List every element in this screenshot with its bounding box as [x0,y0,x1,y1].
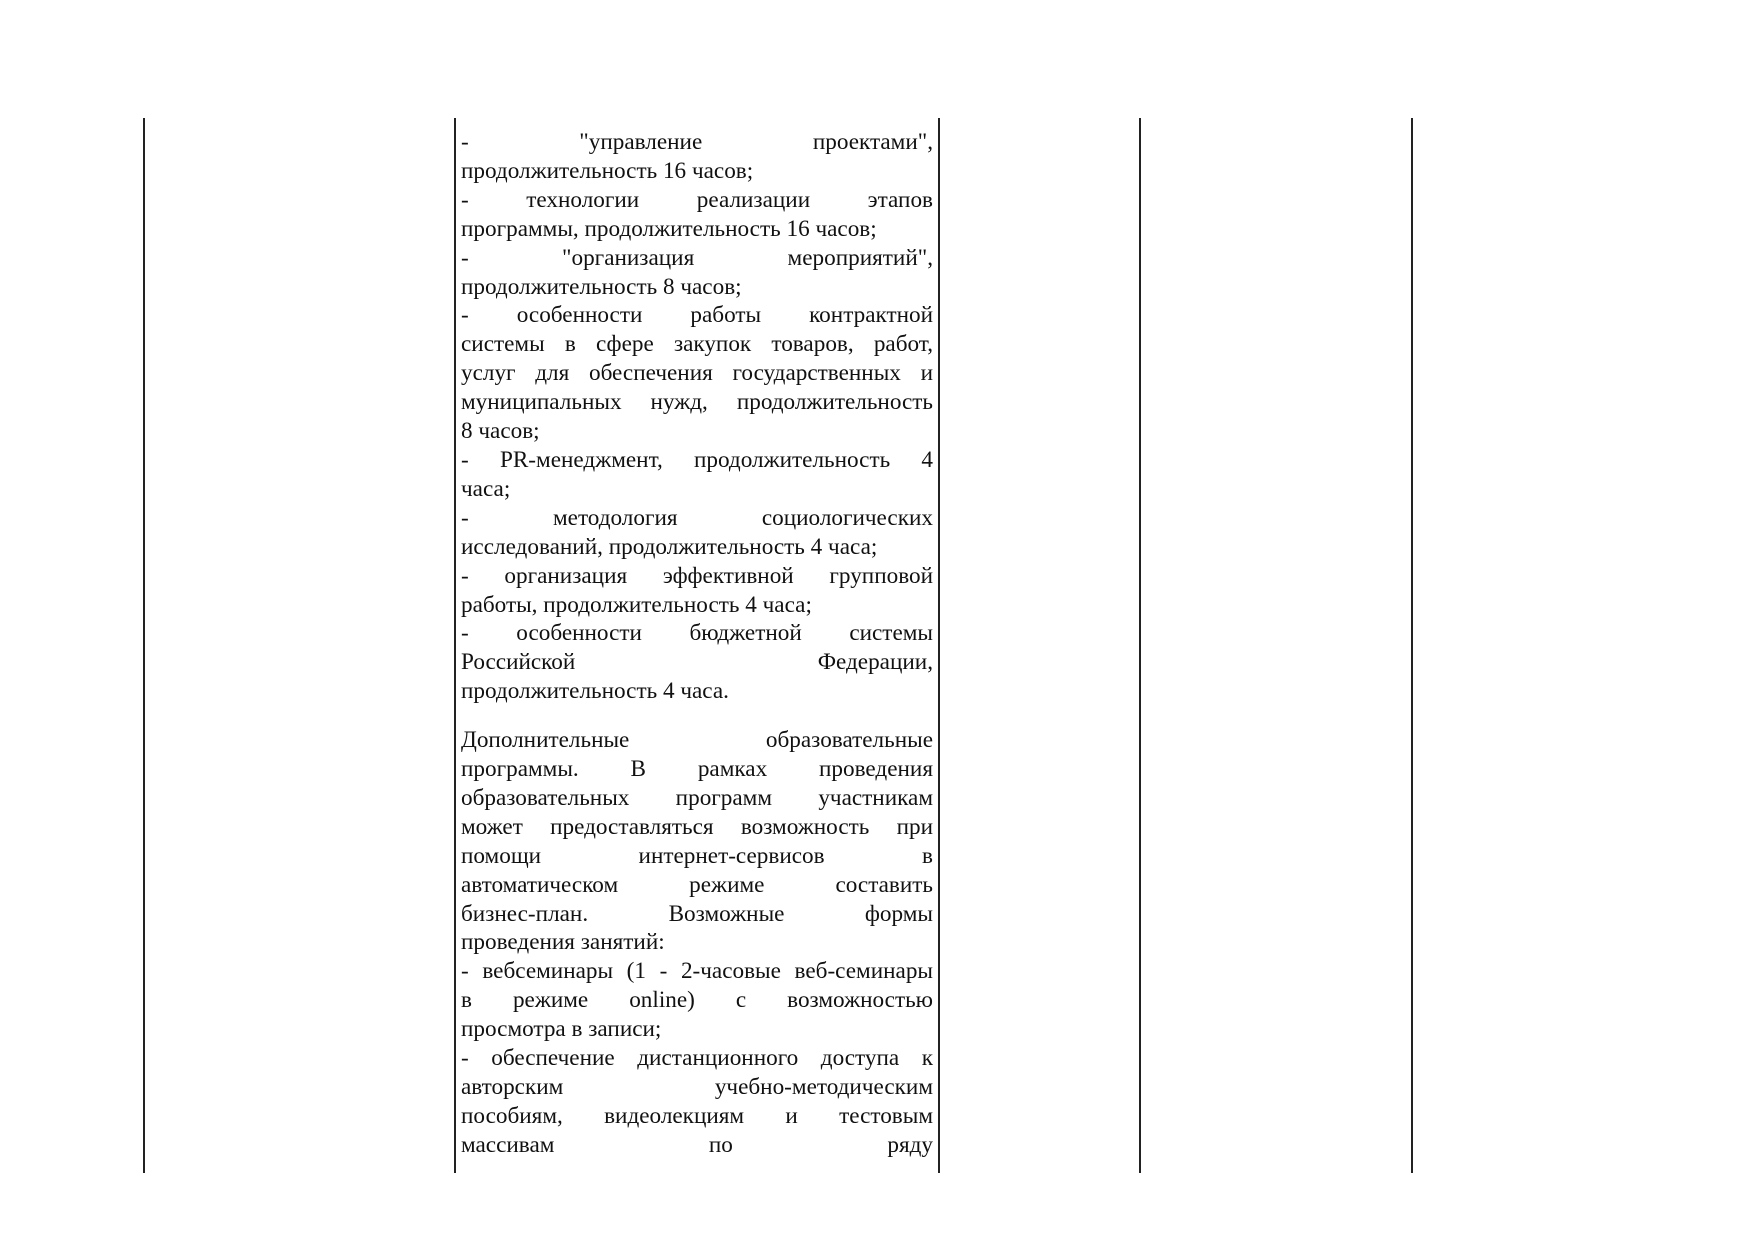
table-column-divider-1 [454,118,456,1173]
text-line: часа; [461,475,511,502]
text-line: - PR-менеджмент, продолжительность 4 [461,446,933,473]
text-line: - технологии реализации этапов [461,186,933,213]
text-line: Дополнительные образовательные [461,727,933,754]
text-line: автоматическом режиме составить [461,871,933,898]
text-line: продолжительность 4 часа. [461,678,729,705]
text-line: - "организация мероприятий", [461,244,933,271]
text-line: продолжительность 16 часов; [461,157,754,184]
text-line: - вебсеминары (1 - 2-часовые веб-семинары [461,958,933,985]
text-line: может предоставляться возможность при [461,813,933,840]
additional-programs-paragraph [461,726,933,1160]
text-line: - особенности бюджетной системы [461,620,933,647]
text-line: - особенности работы контрактной [461,302,933,329]
text-line: Российской Федерации, [461,649,933,676]
text-line: - организация эффективной групповой [461,562,933,589]
table-border-left [143,118,145,1173]
text-line: программы, продолжительность 16 часов; [461,215,877,242]
text-line: образовательных программ участникам [461,784,933,811]
text-line: работы, продолжительность 4 часа; [461,591,812,618]
text-line: проведения занятий: [461,929,665,956]
table-column-divider-2 [938,118,940,1173]
text-line: в режиме online) с возможностью [461,987,933,1014]
text-line: исследований, продолжительность 4 часа; [461,533,878,560]
paragraph-gap [461,706,933,726]
table-column-divider-3 [1139,118,1141,1173]
course-list-paragraph [461,128,933,706]
text-line: массивам по ряду [461,1131,933,1158]
text-line: бизнес-план. Возможные формы [461,900,933,927]
text-line: муниципальных нужд, продолжительность [461,389,933,416]
text-line: помощи интернет-сервисов в [461,842,933,869]
text-line: пособиям, видеолекциям и тестовым [461,1102,933,1129]
text-line: авторским учебно-методическим [461,1074,933,1100]
text-line: системы в сфере закупок товаров, работ, [461,331,933,358]
table-cell-program-description [461,128,933,1160]
text-line: - обеспечение дистанционного доступа к [461,1045,933,1072]
text-line: продолжительность 8 часов; [461,273,742,300]
text-line: программы. В рамках проведения [461,756,933,783]
text-line: просмотра в записи; [461,1016,662,1043]
table-border-right [1411,118,1413,1173]
text-line: 8 часов; [461,418,540,445]
text-line: услуг для обеспечения государственных и [461,360,933,387]
text-line: - методология социологических [461,504,933,531]
text-line: - "управление проектами", [461,129,933,155]
